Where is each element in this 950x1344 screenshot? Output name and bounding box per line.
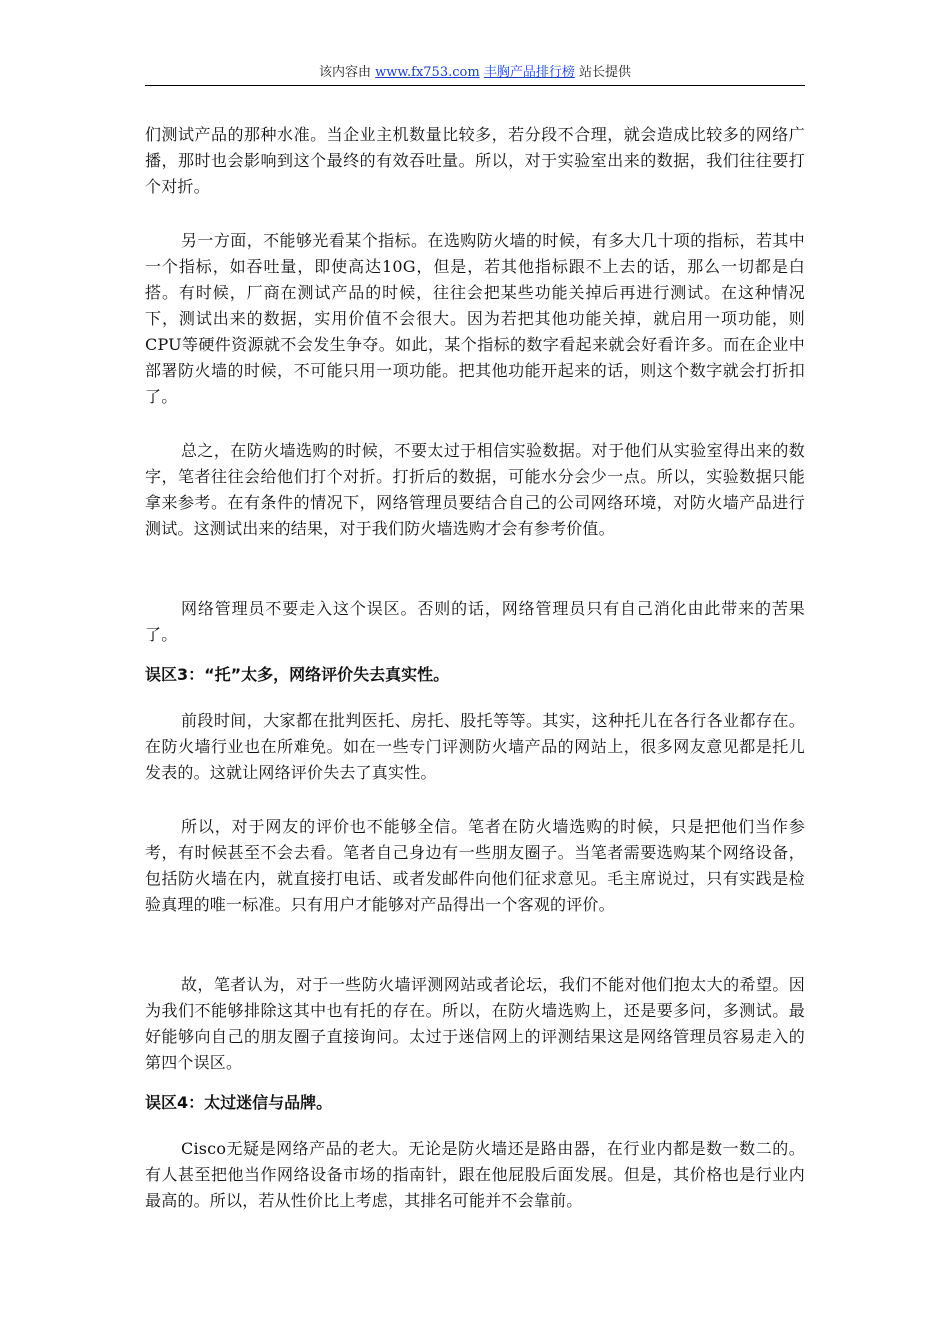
site-link[interactable]: www.fx753.com xyxy=(375,65,480,80)
ranking-link[interactable]: 丰胸产品排行榜 xyxy=(483,65,575,80)
section-heading: 误区3：“托”太多，网络评价失去真实性。 xyxy=(145,665,450,684)
paragraph: 们测试产品的那种水准。当企业主机数量比较多，若分段不合理，就会造成比较多的网络广播，那时也会影响到这个最终的有效吞吐量。所以，对于实验室出来的数据，我们往往要打个对折。 xyxy=(145,125,805,196)
header-divider xyxy=(145,85,805,86)
page-header xyxy=(145,64,805,82)
header-prefix: 该内容由 xyxy=(319,65,372,80)
section-heading: 误区4：太过迷信与品牌。 xyxy=(145,1093,333,1112)
paragraph: 总之，在防火墙选购的时候，不要太过于相信实验数据。对于他们从实验室得出来的数字，笔者往往会给他们打个对折。打折后的数据，可能水分会少一点。所以，实验数据只能拿来参考。在有条件的情况下，网络管理员要结合自己的公司网络环境，对防火墙产品进行测试。这测试出来的结果，对于我们防火墙选购才会有参考价值。 xyxy=(145,441,805,538)
header-suffix: 站长提供 xyxy=(578,65,631,80)
paragraph: 网络管理员不要走入这个误区。否则的话，网络管理员只有自己消化由此带来的苦果了。 xyxy=(145,599,805,644)
paragraph: Cisco无疑是网络产品的老大。无论是防火墙还是路由器，在行业内都是数一数二的。有人甚至把他当作网络设备市场的指南针，跟在他屁股后面发展。但是，其价格也是行业内最高的。所以，若从性价比上考虑，其排名可能并不会靠前。 xyxy=(145,1139,805,1210)
paragraph: 故，笔者认为，对于一些防火墙评测网站或者论坛，我们不能对他们抱太大的希望。因为我们不能够排除这其中也有托的存在。所以，在防火墙选购上，还是要多问，多测试。最好能够向自己的朋友圈子直接询问。太过于迷信网上的评测结果这是网络管理员容易走入的第四个误区。 xyxy=(145,975,805,1072)
paragraph: 另一方面，不能够光看某个指标。在选购防火墙的时候，有多大几十项的指标，若其中一个指标，如吞吐量，即使高达10G，但是，若其他指标跟不上去的话，那么一切都是白搭。有时候，厂商在测试产品的时候，往往会把某些功能关掉后再进行测试。在这种情况下，测试出来的数据，实用价值不会很大。因为若把其他功能关掉，就启用一项功能，则CPU等硬件资源就不会发生争夺。如此，某个指标的数字看起来就会好看许多。而在企业中部署防火墙的时候，不可能只用一项功能。把其他功能开起来的话，则这个数字就会打折扣了。 xyxy=(145,231,805,406)
document-body xyxy=(145,122,805,1214)
paragraph: 所以，对于网友的评价也不能够全信。笔者在防火墙选购的时候，只是把他们当作参考，有时候甚至不会去看。笔者自己身边有一些朋友圈子。当笔者需要选购某个网络设备，包括防火墙在内，就直接打电话、或者发邮件向他们征求意见。毛主席说过，只有实践是检验真理的唯一标准。只有用户才能够对产品得出一个客观的评价。 xyxy=(145,817,805,914)
paragraph: 前段时间，大家都在批判医托、房托、股托等等。其实，这种托儿在各行各业都存在。在防火墙行业也在所难免。如在一些专门评测防火墙产品的网站上，很多网友意见都是托儿发表的。这就让网络评价失去了真实性。 xyxy=(145,711,805,782)
